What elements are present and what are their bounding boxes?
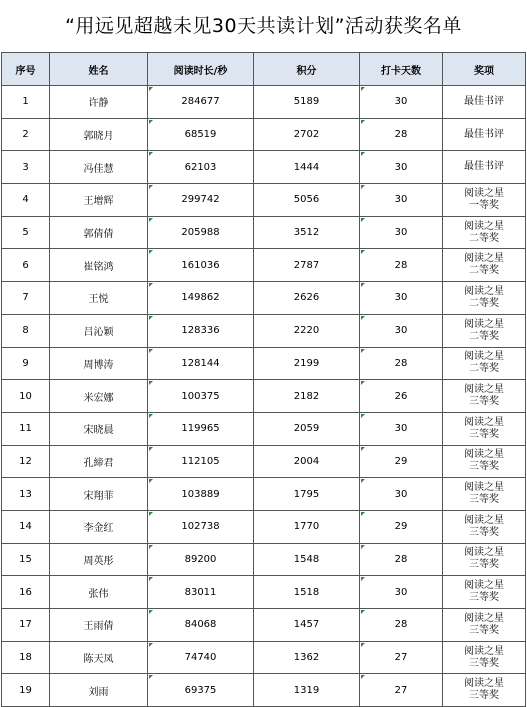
score-cell: 1444 [254,151,360,184]
award-line: 三等奖 [469,428,499,440]
score-cell: 2182 [254,380,360,413]
award-line: 二等奖 [469,330,499,342]
table-row [2,510,526,543]
name-cell: 米宏娜 [50,380,148,413]
column-header-no: 序号 [2,53,50,86]
row-number-cell: 14 [2,510,50,543]
award-line: 阅读之星 [464,678,504,690]
table-row [2,314,526,347]
award-line: 二等奖 [469,265,499,277]
table-row [2,347,526,380]
award-line: 阅读之星 [464,384,504,396]
table-row [2,249,526,282]
award-cell [443,641,526,674]
reading-time-cell: 84068 [148,609,254,642]
column-header-checkin-days: 打卡天数 [360,53,443,86]
award-cell [443,347,526,380]
checkin-days-cell: 28 [360,347,443,380]
award-line: 阅读之星 [464,514,504,526]
reading-time-cell: 284677 [148,86,254,119]
checkin-days-cell: 28 [360,249,443,282]
award-line: 阅读之星 [464,318,504,330]
reading-time-cell: 69375 [148,674,254,707]
name-cell: 王悦 [50,282,148,315]
table-row [2,151,526,184]
name-cell: 周英彤 [50,543,148,576]
award-line: 阅读之星 [464,547,504,559]
checkin-days-cell: 30 [360,314,443,347]
name-cell: 宋翔菲 [50,478,148,511]
reading-time-cell: 119965 [148,412,254,445]
score-cell: 1362 [254,641,360,674]
award-line: 最佳书评 [464,161,504,173]
award-cell [443,314,526,347]
score-cell: 1518 [254,576,360,609]
award-line: 三等奖 [469,461,499,473]
row-number-cell: 13 [2,478,50,511]
row-number-cell: 9 [2,347,50,380]
checkin-days-cell: 29 [360,445,443,478]
award-cell [443,151,526,184]
award-line: 阅读之星 [464,482,504,494]
score-cell: 2004 [254,445,360,478]
score-cell: 5189 [254,86,360,119]
award-line: 三等奖 [469,592,499,604]
award-line: 三等奖 [469,396,499,408]
name-cell: 王增辉 [50,184,148,217]
score-cell: 2787 [254,249,360,282]
row-number-cell: 17 [2,609,50,642]
score-cell: 2059 [254,412,360,445]
name-cell: 吕沁颖 [50,314,148,347]
award-line: 阅读之星 [464,285,504,297]
name-cell: 王雨倩 [50,609,148,642]
reading-time-cell: 128336 [148,314,254,347]
award-cell [443,118,526,151]
reading-time-cell: 103889 [148,478,254,511]
award-cell [443,216,526,249]
award-line: 最佳书评 [464,95,504,107]
award-cell [443,510,526,543]
reading-time-cell: 83011 [148,576,254,609]
checkin-days-cell: 30 [360,282,443,315]
row-number-cell: 3 [2,151,50,184]
row-number-cell: 10 [2,380,50,413]
row-number-cell: 6 [2,249,50,282]
column-header-name: 姓名 [50,53,148,86]
table-row [2,641,526,674]
row-number-cell: 19 [2,674,50,707]
checkin-days-cell: 29 [360,510,443,543]
award-line: 阅读之星 [464,580,504,592]
name-cell: 张伟 [50,576,148,609]
award-line: 三等奖 [469,559,499,571]
checkin-days-cell: 28 [360,543,443,576]
score-cell: 2626 [254,282,360,315]
checkin-days-cell: 26 [360,380,443,413]
score-cell: 1770 [254,510,360,543]
checkin-days-cell: 30 [360,478,443,511]
award-cell [443,282,526,315]
name-cell: 冯佳慧 [50,151,148,184]
name-cell: 崔铭鸿 [50,249,148,282]
award-line: 三等奖 [469,526,499,538]
reading-time-cell: 161036 [148,249,254,282]
table-header-row [2,53,526,86]
award-line: 阅读之星 [464,253,504,265]
award-cell [443,86,526,119]
score-cell: 1795 [254,478,360,511]
award-line: 三等奖 [469,690,499,702]
score-cell: 3512 [254,216,360,249]
checkin-days-cell: 30 [360,86,443,119]
award-cell [443,249,526,282]
row-number-cell: 11 [2,412,50,445]
table-row [2,118,526,151]
award-line: 最佳书评 [464,128,504,140]
reading-time-cell: 68519 [148,118,254,151]
award-cell [443,609,526,642]
award-line: 一等奖 [469,199,499,211]
row-number-cell: 15 [2,543,50,576]
table-row [2,380,526,413]
row-number-cell: 4 [2,184,50,217]
checkin-days-cell: 30 [360,412,443,445]
award-line: 阅读之星 [464,416,504,428]
award-cell [443,478,526,511]
name-cell: 孔締君 [50,445,148,478]
reading-time-cell: 112105 [148,445,254,478]
score-cell: 2220 [254,314,360,347]
award-line: 阅读之星 [464,612,504,624]
name-cell: 李金红 [50,510,148,543]
name-cell: 宋晓晨 [50,412,148,445]
checkin-days-cell: 30 [360,576,443,609]
row-number-cell: 16 [2,576,50,609]
score-cell: 5056 [254,184,360,217]
reading-time-cell: 205988 [148,216,254,249]
row-number-cell: 8 [2,314,50,347]
checkin-days-cell: 28 [360,609,443,642]
row-number-cell: 2 [2,118,50,151]
score-cell: 2702 [254,118,360,151]
checkin-days-cell: 30 [360,184,443,217]
score-cell: 1319 [254,674,360,707]
score-cell: 2199 [254,347,360,380]
award-line: 二等奖 [469,232,499,244]
award-cell [443,184,526,217]
name-cell: 刘雨 [50,674,148,707]
name-cell: 周博涛 [50,347,148,380]
award-line: 三等奖 [469,494,499,506]
award-cell [443,445,526,478]
table-row [2,478,526,511]
row-number-cell: 1 [2,86,50,119]
award-line: 二等奖 [469,297,499,309]
column-header-score: 积分 [254,53,360,86]
reading-time-cell: 62103 [148,151,254,184]
table-row [2,674,526,707]
name-cell: 陈天凤 [50,641,148,674]
score-cell: 1548 [254,543,360,576]
reading-time-cell: 102738 [148,510,254,543]
award-line: 二等奖 [469,363,499,375]
table-row [2,184,526,217]
name-cell: 郭倩倩 [50,216,148,249]
row-number-cell: 5 [2,216,50,249]
page-title: “用远见超越未见30天共读计划”活动获奖名单 [65,15,462,37]
reading-time-cell: 74740 [148,641,254,674]
award-cell [443,576,526,609]
awards-table [1,52,526,707]
award-line: 阅读之星 [464,351,504,363]
award-cell [443,380,526,413]
award-cell [443,674,526,707]
table-row [2,609,526,642]
name-cell: 许静 [50,86,148,119]
column-header-award: 奖项 [443,53,526,86]
table-row [2,412,526,445]
award-line: 阅读之星 [464,645,504,657]
table-row [2,445,526,478]
row-number-cell: 7 [2,282,50,315]
award-cell [443,543,526,576]
award-line: 三等奖 [469,624,499,636]
reading-time-cell: 100375 [148,380,254,413]
row-number-cell: 18 [2,641,50,674]
checkin-days-cell: 27 [360,674,443,707]
award-line: 阅读之星 [464,187,504,199]
award-line: 三等奖 [469,657,499,669]
checkin-days-cell: 27 [360,641,443,674]
checkin-days-cell: 30 [360,216,443,249]
award-line: 阅读之星 [464,449,504,461]
name-cell: 郭晓月 [50,118,148,151]
column-header-reading-time: 阅读时长/秒 [148,53,254,86]
reading-time-cell: 299742 [148,184,254,217]
row-number-cell: 12 [2,445,50,478]
table-row [2,86,526,119]
checkin-days-cell: 30 [360,151,443,184]
table-row [2,576,526,609]
award-line: 阅读之星 [464,220,504,232]
table-row [2,282,526,315]
table-row [2,216,526,249]
reading-time-cell: 128144 [148,347,254,380]
reading-time-cell: 149862 [148,282,254,315]
score-cell: 1457 [254,609,360,642]
table-row [2,543,526,576]
checkin-days-cell: 28 [360,118,443,151]
award-cell [443,412,526,445]
reading-time-cell: 89200 [148,543,254,576]
